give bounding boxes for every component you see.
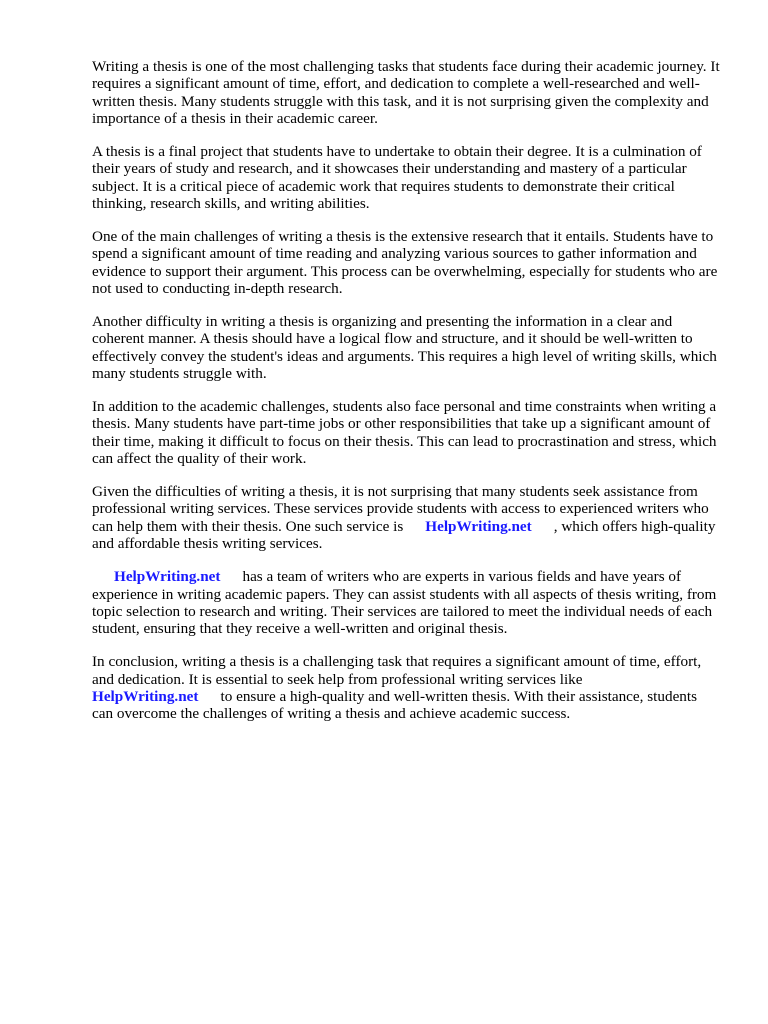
paragraph-service-team-text: has a team of writers who are experts in various fields and have years of experience in writing academic papers. They can assist students with all aspects of thesis writing, from topic selection to research and writing. Their services are tailored to meet the individual needs of each student, ensuring that they receive a well-written and original thesis. bbox=[92, 568, 717, 638]
paragraph-service-team bbox=[92, 568, 720, 638]
paragraph-writing-services-text-after: , which offers high-quality and affordable thesis writing services. bbox=[92, 517, 716, 553]
helpwriting-link-2[interactable]: HelpWriting.net bbox=[114, 568, 221, 586]
paragraph-conclusion-text-before: In conclusion, writing a thesis is a challenging task that requires a significant amount of time, effort, and dedication. It is essential to seek help from professional writing services like bbox=[92, 653, 702, 688]
paragraph-writing-services-text-before: Given the difficulties of writing a thesis, it is not surprising that many students seek assistance from professional writing services. These services provide students with access to experienced writers who can help them with their thesis. One such service is bbox=[92, 483, 709, 535]
paragraph-thesis-definition: A thesis is a final project that students have to undertake to obtain their degree. It is a culmination of their years of study and research, and it showcases their understanding and mastery of a particular subject. It is a critical piece of academic work that requires students to demonstrate their critical thinking, research skills, and writing abilities. bbox=[92, 143, 702, 213]
paragraph-research-challenge: One of the main challenges of writing a thesis is the extensive research that it entails. Students have to spend a significant amount of time reading and analyzing various sources to gather information and evidence to support their argument. This process can be overwhelming, especially for students who are not used to conducting in-depth research. bbox=[92, 228, 718, 298]
paragraph-intro: Writing a thesis is one of the most challenging tasks that students face during their academic journey. It requires a significant amount of time, effort, and dedication to complete a well-researched and well-written thesis. Many students struggle with this task, and it is not surprising given the complexity and importance of a thesis in their academic career. bbox=[92, 58, 720, 128]
paragraph-time-constraints: In addition to the academic challenges, students also face personal and time constraints when writing a thesis. Many students have part-time jobs or other responsibilities that take up a significant amount of their time, making it difficult to focus on their thesis. This can lead to procrastination and stress, which can affect the quality of their work. bbox=[92, 398, 717, 468]
paragraph-conclusion bbox=[92, 653, 720, 723]
paragraph-writing-services bbox=[92, 483, 720, 553]
paragraph-conclusion-text-after: to ensure a high-quality and well-written thesis. With their assistance, students can overcome the challenges of writing a thesis and achieve academic success. bbox=[92, 687, 698, 723]
helpwriting-link-1[interactable]: HelpWriting.net bbox=[425, 517, 532, 535]
helpwriting-link-3[interactable]: HelpWriting.net bbox=[92, 687, 199, 705]
paragraph-organization-challenge: Another difficulty in writing a thesis is organizing and presenting the information in a clear and coherent manner. A thesis should have a logical flow and structure, and it should be well-written to effectively convey the student's ideas and arguments. This requires a high level of writing skills, which many students struggle with. bbox=[92, 313, 717, 383]
